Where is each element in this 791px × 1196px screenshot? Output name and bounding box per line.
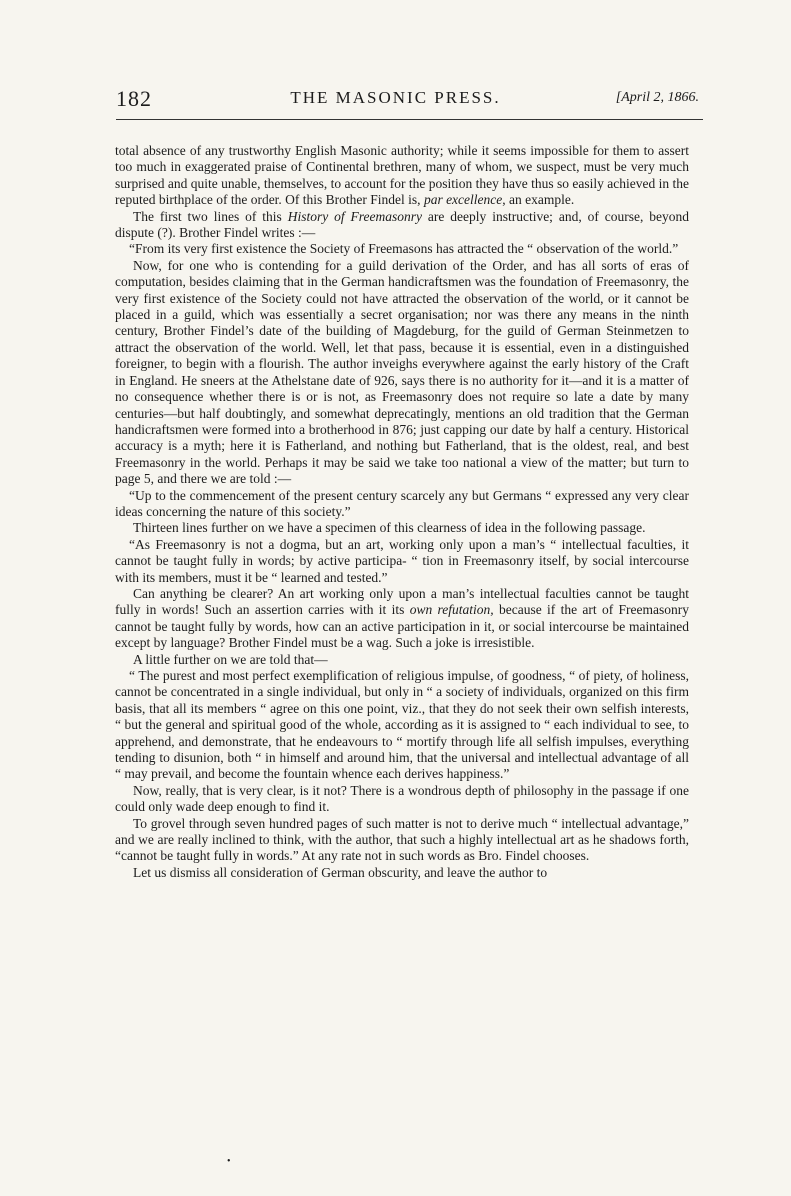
paragraph-1 xyxy=(115,143,689,209)
paragraph-5-italic: own refutation, xyxy=(409,602,494,618)
paragraph-2-italic: History of Freemasonry xyxy=(287,208,422,224)
paragraph-5 xyxy=(115,586,689,652)
quotation-4: “ The purest and most perfect exemplification of religious impulse, of goodness, “ of piety, of holiness, cannot be concentrated in a single individual, but only in “ a society of individuals, organized on this firm basis, that all its members “ agree on this one point, viz., that they do not seek their own selfish interests, “ but the general and spiritual good of the whole, according as it is assigned to “ each individual to see, to apprehend, and demonstrate, that he endeavours to “ mortify through life all selfish impulses, everything tending to disunion, both “ in himself and around him, that the universal and intellectual advantage of all “ may prevail, and become the fountain whence each derives happiness.” xyxy=(115,668,689,782)
issue-date: [April 2, 1866. xyxy=(615,90,699,105)
paragraph-5-start: Can anything be clearer? An art working only upon a man’s intellectual faculties cannot be taught fully in words! Such an assertion carries with it its xyxy=(115,585,689,618)
print-speck: • xyxy=(227,1156,231,1167)
paragraph-1-end: , an example. xyxy=(502,192,575,208)
paragraph-1-italic: par excellence xyxy=(423,192,503,208)
paragraph-8: To grovel through seven hundred pages of such matter is not to derive much “ intellectual advantage,” and we are really inclined to think, with the author, that such a highly intellectual art as he shadows forth, “cannot be taught fully in words.” At any rate not in such words as Bro. Findel chooses. xyxy=(115,815,689,864)
quotation-1: “From its very first existence the Society of Freemasons has attracted the “ observation of the world.” xyxy=(129,241,679,257)
paragraph-7: Now, really, that is very clear, is it not? There is a wondrous depth of philosophy in the passage if one could only wade deep enough to find it. xyxy=(115,782,689,815)
paragraph-2-start: The first two lines of this xyxy=(133,208,282,224)
journal-title: THE MASONIC PRESS. xyxy=(290,88,501,107)
paragraph-4: Thirteen lines further on we have a specimen of this clearness of idea in the following passage. xyxy=(133,520,646,536)
paragraph-2-end: are deeply instructive; and, of course, beyond dispute (?). Brother Findel writes :— xyxy=(115,208,690,241)
paragraph-6: A little further on we are told that— xyxy=(133,651,328,667)
header-rule xyxy=(116,119,703,120)
paragraph-5-end: because if the art of Freemasonry cannot be taught fully by words, how can an active participation in it, or social intercourse be maintained except by language? Brother Findel must be a wag. Such a joke is irresistible. xyxy=(115,602,690,651)
article-body xyxy=(115,143,689,881)
paragraph-1-text: total absence of any trustworthy English Masonic authority; while it seems impossible for them to assert too much in exaggerated praise of Continental brethren, many of whom, we suspect, must be very much surprised and quite unable, themselves, to account for the position they have thus so easily achieved in the reputed birthplace of the order. Of this Brother Findel is, xyxy=(115,143,689,208)
paragraph-9: Let us dismiss all consideration of German obscurity, and leave the author to xyxy=(133,864,548,880)
quotation-3: “As Freemasonry is not a dogma, but an art, working only upon a man’s “ intellectual faculties, it cannot be taught fully in words; by active participa- “ tion in Freemasonry itself, by social intercourse with its members, must it be “ learned and tested.” xyxy=(115,536,689,585)
quotation-2: “Up to the commencement of the present century scarcely any but Germans “ expressed any very clear ideas concerning the nature of this society.” xyxy=(115,487,689,519)
paragraph-2 xyxy=(115,209,689,242)
page-number: 182 xyxy=(116,86,152,111)
page-header xyxy=(0,0,791,130)
paragraph-3: Now, for one who is contending for a guild derivation of the Order, and has all sorts of eras of computation, besides claiming that in the German handicraftsmen was the foundation of Freemasonry, the very first existence of the Society could not have attracted the observation of the world, or it cannot be placed in a guild, which was essentially a secret organisation; nor was there any means in the ninth century, Brother Findel’s date of the building of Magdeburg, for the guild of German Steinmetzen to attract the observation of the world. Well, let that pass, because it is essential, even in a distinguished foreigner, to begin with a flourish. The author inveighs everywhere against the early history of the Craft in England. He sneers at the Athelstane date of 926, says there is no authority for it—and it is a matter of no consequence whether there is or is not, as Freemasonry does not require so late a date by many centuries—but half doubtingly, and somewhat deprecatingly, mentions an old tradition that the German handicraftsmen were formed into a brotherhood in 876; just capping our date by half a century. Historical accuracy is a myth; here it is Fatherland, and nothing but Fatherland, that is the oldest, real, and best Freemasonry in the world. Perhaps it may be said we take too national a view of the matter; but turn to page 5, and there we are told :— xyxy=(115,257,689,487)
